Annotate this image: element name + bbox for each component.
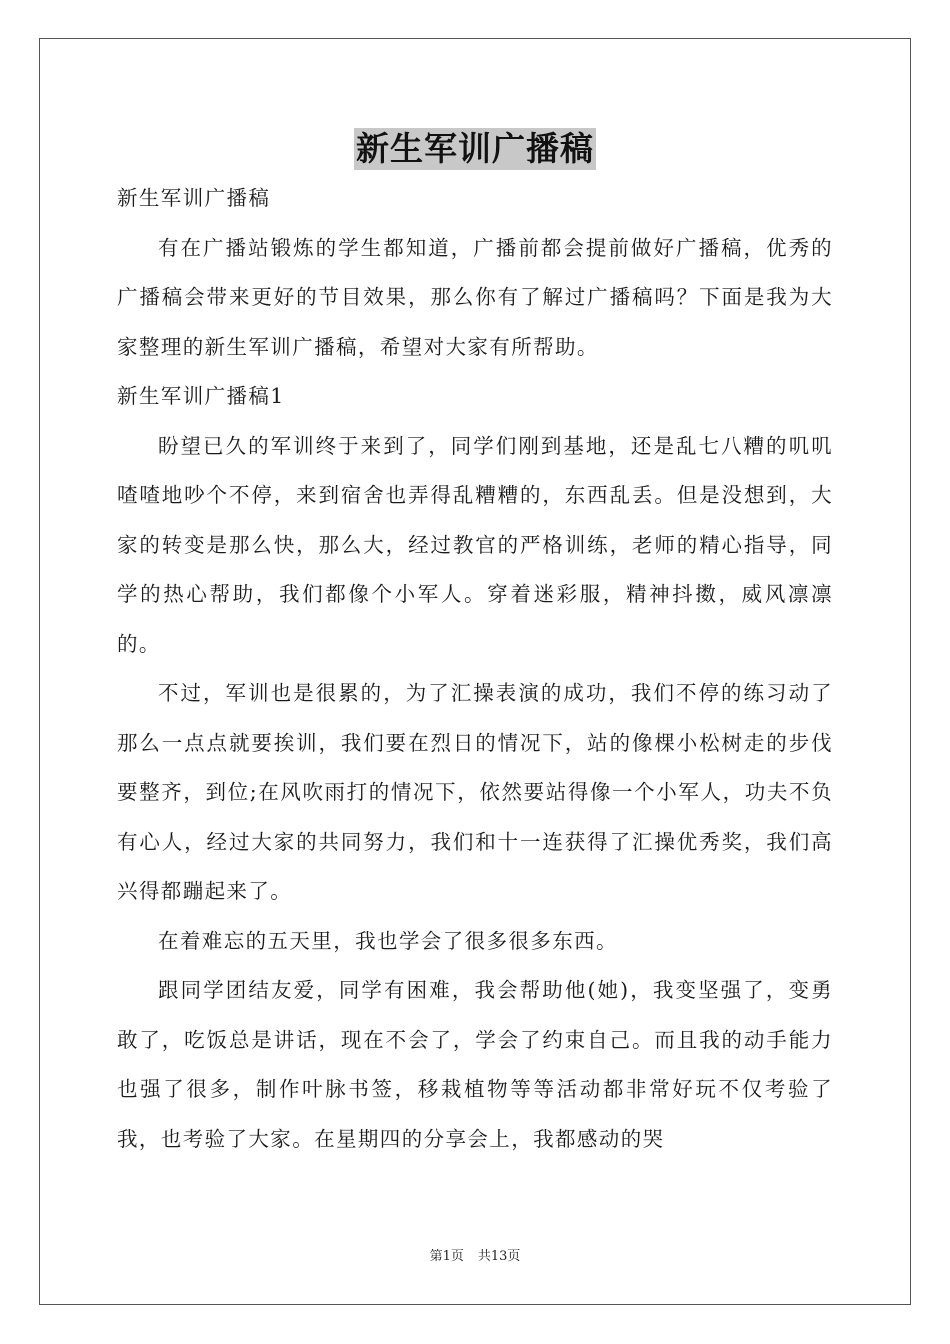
paragraph-section-heading: 新生军训广播稿1 xyxy=(117,384,285,408)
paragraph-body: 不过，军训也是很累的，为了汇操表演的成功，我们不停的练习动了那么一点点就要挨训，我们要在烈日的情况下，站的像棵小松树走的步伐要整齐，到位;在风吹雨打的情况下，依然要站得像一个小军人，功夫不负有心人，经过大家的共同努力，我们和十一连获得了汇操优秀奖，我们高兴得都蹦起来了。 xyxy=(117,681,833,903)
document-body xyxy=(117,174,833,1164)
paragraph-heading: 新生军训广播稿 xyxy=(117,186,271,210)
page-number: 第1页 xyxy=(429,1249,464,1264)
paragraph-body: 跟同学团结友爱，同学有困难，我会帮助他(她)，我变坚强了，变勇敢了，吃饭总是讲话，现在不会了，学会了约束自己。而且我的动手能力也强了很多，制作叶脉书签，移栽植物等等活动都非常好玩不仅考验了我，也考验了大家。在星期四的分享会上，我都感动的哭 xyxy=(117,978,833,1151)
title-container xyxy=(0,128,950,170)
paragraph-body: 盼望已久的军训终于来到了，同学们刚到基地，还是乱七八糟的叽叽喳喳地吵个不停，来到宿舍也弄得乱糟糟的，东西乱丢。但是没想到，大家的转变是那么快，那么大，经过教官的严格训练，老师的精心指导，同学的热心帮助，我们都像个小军人。穿着迷彩服，精神抖擞，威风凛凛的。 xyxy=(117,433,833,656)
page-footer xyxy=(0,1247,950,1267)
paragraph-intro: 有在广播站锻炼的学生都知道，广播前都会提前做好广播稿，优秀的广播稿会带来更好的节目效果，那么你有了解过广播稿吗？下面是我为大家整理的新生军训广播稿，希望对大家有所帮助。 xyxy=(117,235,833,359)
paragraph-body: 在着难忘的五天里，我也学会了很多很多东西。 xyxy=(158,928,618,953)
document-title: 新生军训广播稿 xyxy=(356,129,594,168)
page-total: 共13页 xyxy=(477,1249,521,1264)
